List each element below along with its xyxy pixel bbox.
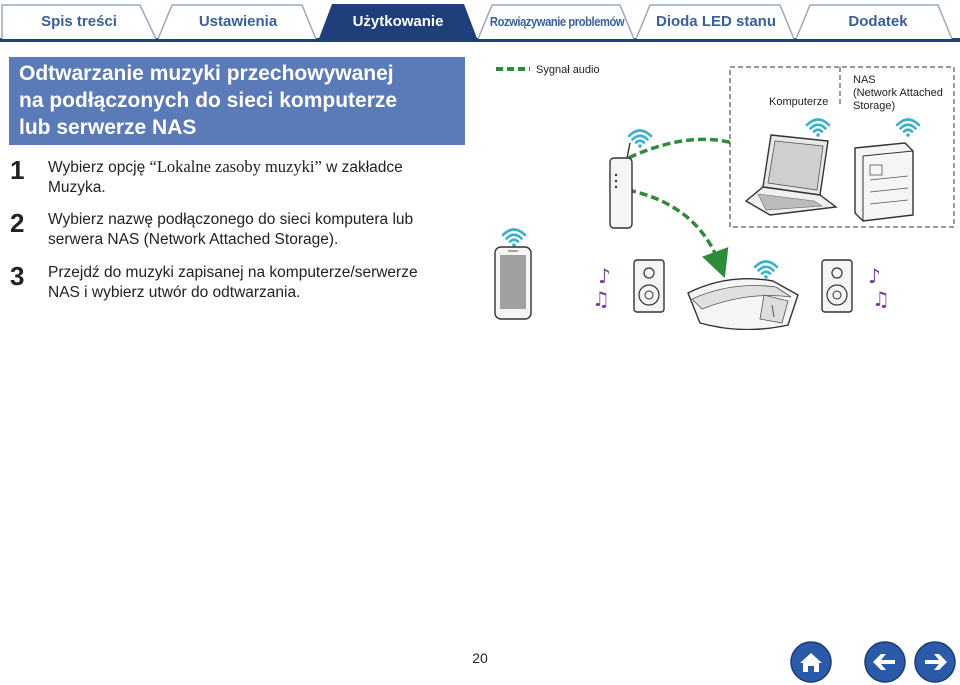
svg-text:♫: ♫ [592,287,610,311]
home-button[interactable] [790,641,832,683]
label-nas-line-1: NAS [853,74,876,86]
step-3 [10,262,470,306]
step-text-line-2: Muzyka. [48,179,106,196]
tab-dioda-led-stanu[interactable] [636,3,796,39]
step-text [48,263,468,303]
section-title-line-3: lub serwerze NAS [19,116,197,139]
section-title-line-2: na podłączonych do sieci komputerze [19,89,398,112]
tab-bar [0,0,960,42]
tab-label: Ustawienia [198,12,278,30]
legend-label: Sygnał audio [536,64,600,76]
svg-text:♫: ♫ [872,287,890,311]
step-2 [10,209,470,253]
step-text-before: Wybierz opcję [48,159,150,176]
arrow-right-icon [914,641,956,683]
network-diagram [488,55,958,330]
step-number: 1 [10,155,25,185]
step-1 [10,156,470,200]
step-number: 2 [10,208,25,238]
arrow-left-icon [864,641,906,683]
step-text-line-2: serwera NAS (Network Attached Storage). [48,231,339,248]
step-quoted-option: “Lokalne zasoby muzyki” [149,157,322,176]
nas-server-icon [855,120,919,222]
page-number: 20 [472,650,488,666]
step-text-after: w zakładce [321,159,403,176]
router-icon [610,131,651,229]
speaker-left-icon [634,260,664,312]
home-icon [790,641,832,683]
step-text-line-1: Przejdź do muzyki zapisanej na komputerze/serwerze [48,264,418,281]
tab-ustawienia[interactable] [158,3,318,39]
label-nas [853,74,943,113]
label-nas-line-2: (Network Attached [853,87,943,99]
back-button[interactable] [864,641,906,683]
signal-path-router-to-speaker [628,190,720,265]
tab-label: Dodatek [848,12,908,30]
wireless-speaker-icon [688,262,798,330]
step-text-line-2: NAS i wybierz utwór do odtwarzania. [48,284,301,301]
label-nas-line-3: Storage) [853,100,896,112]
step-text-line-1: Wybierz nazwę podłączonego do sieci komputera lub [48,211,414,228]
tab-rozwiazywanie-problemow[interactable] [478,3,636,39]
tab-dodatek[interactable] [796,3,960,39]
smartphone-icon [495,230,531,320]
svg-text:♪: ♪ [598,264,611,288]
section-title-line-1: Odtwarzanie muzyki przechowywanej [19,62,394,85]
tab-label: Spis treści [41,12,117,30]
section-title-box [9,57,465,145]
tab-label: Użytkowanie [352,12,444,30]
tab-uzytkowanie[interactable] [318,3,478,39]
tab-label: Rozwiązywanie problemów [489,13,625,29]
step-text [48,210,468,250]
step-text [48,157,468,198]
laptop-icon [746,120,836,216]
svg-text:♪: ♪ [868,264,881,288]
forward-button[interactable] [914,641,956,683]
step-number: 3 [10,261,25,291]
label-computer: Komputerze [769,96,829,108]
tab-spis-tresci[interactable] [0,3,158,39]
speaker-right-icon [822,260,852,312]
tab-label: Dioda LED stanu [655,12,776,30]
